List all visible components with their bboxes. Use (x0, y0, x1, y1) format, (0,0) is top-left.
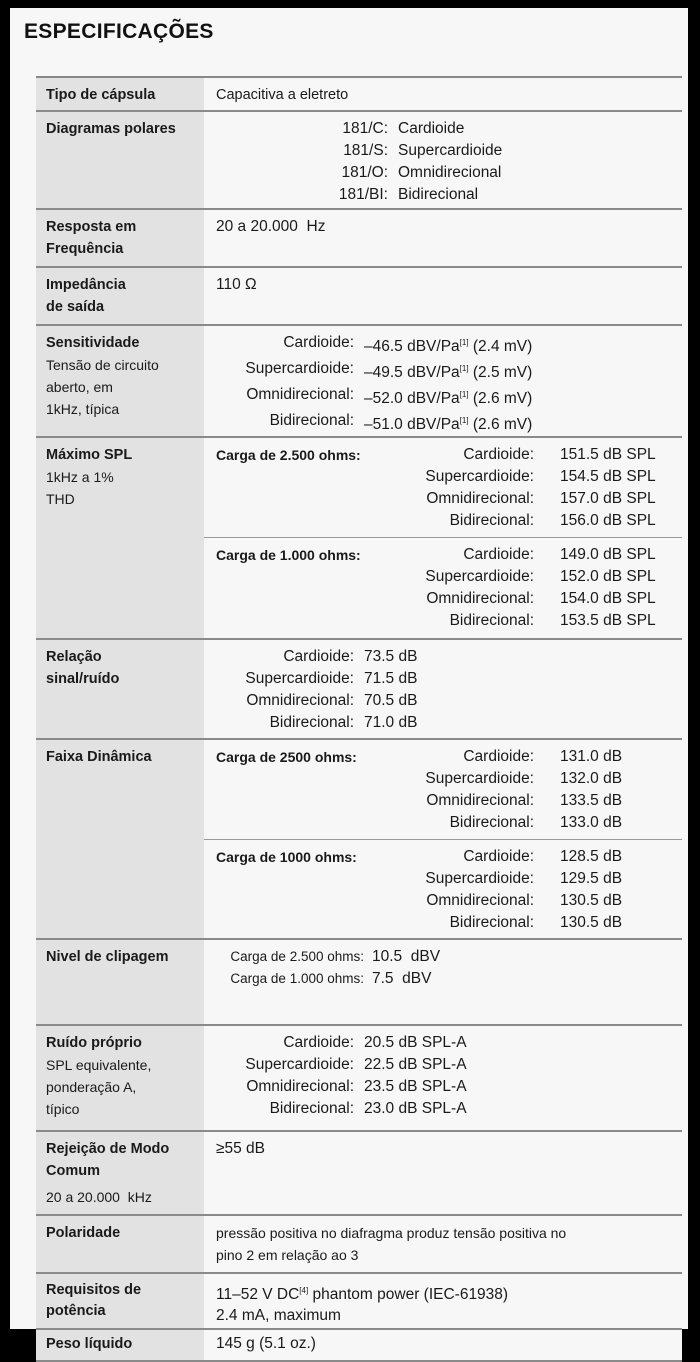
row-peso (36, 1330, 682, 1362)
spl-item: Cardioide: 151.5 dB SPL (463, 446, 656, 463)
load-label: Carga de 1000 ohms: (216, 849, 357, 865)
faixa-item: Omnidirecional: 130.5 dB (426, 892, 623, 909)
row-value: 11–52 V DC[4] phantom power (IEC-61938) 2.4 mA, maximum (204, 1274, 682, 1328)
snr-item: Omnidirecional: 70.5 dB (246, 692, 418, 709)
load-label: Carga de 1.000 ohms: (216, 547, 361, 563)
spl-item: Cardioide: 149.0 dB SPL (463, 546, 656, 563)
row-max-spl (36, 438, 682, 640)
snr-item: Cardioide: 73.5 dB (283, 648, 418, 665)
row-potencia (36, 1274, 682, 1330)
row-resposta (36, 210, 682, 268)
row-value: 110 Ω (204, 268, 682, 324)
row-sensitividade (36, 326, 682, 438)
faixa-item: Supercardioide: 129.5 dB (425, 870, 623, 887)
sens-item: Cardioide: –46.5 dBV/Pa[1] (2.4 mV) (283, 334, 533, 356)
row-label: Diagramas polares (36, 112, 204, 208)
load-label: Carga de 2500 ohms: (216, 749, 357, 765)
row-polaridade (36, 1216, 682, 1274)
load-block (204, 537, 682, 637)
spl-item: Omnidirecional: 157.0 dB SPL (426, 490, 656, 507)
snr-item: Bidirecional: 71.0 dB (269, 714, 418, 731)
faixa-item: Omnidirecional: 133.5 dB (426, 792, 623, 809)
row-label: Requisitos de potência (36, 1274, 204, 1328)
polar-item: 181/S: Supercardioide (343, 142, 503, 159)
polar-item: 181/BI: Bidirecional (338, 186, 479, 203)
row-value (204, 112, 682, 208)
faixa-item: Supercardioide: 132.0 dB (425, 770, 623, 787)
spl-item: Supercardioide: 152.0 dB SPL (425, 568, 656, 585)
row-value (204, 640, 682, 738)
row-label: Faixa Dinâmica (36, 740, 204, 938)
snr-item: Supercardioide: 71.5 dB (245, 670, 418, 687)
row-value: 145 g (5.1 oz.) (204, 1330, 682, 1360)
row-label: Sensitividade Tensão de circuito aberto, em 1kHz, típica (36, 326, 204, 436)
load-block (204, 438, 682, 537)
row-value: ≥55 dB (204, 1132, 682, 1214)
sens-item: Omnidirecional: –52.0 dBV/Pa[1] (2.6 mV) (246, 386, 533, 408)
page-title: ESPECIFICAÇÕES (24, 20, 214, 43)
faixa-item: Bidirecional: 130.5 dB (449, 914, 623, 931)
row-label: Peso líquido (36, 1330, 204, 1360)
row-value (204, 438, 682, 638)
ruido-item: Omnidirecional: 23.5 dB SPL-A (246, 1078, 467, 1095)
spl-item: Bidirecional: 153.5 dB SPL (449, 612, 656, 629)
spl-item: Bidirecional: 156.0 dB SPL (449, 512, 656, 529)
polar-item: 181/O: Omnidirecional (341, 164, 502, 181)
row-polares (36, 112, 682, 210)
row-rejeicao (36, 1132, 682, 1216)
ruido-item: Bidirecional: 23.0 dB SPL-A (269, 1100, 467, 1117)
row-label: Tipo de cápsula (36, 78, 204, 110)
row-value: pressão positiva no diafragma produz tensão positiva no pino 2 em relação ao 3 (204, 1216, 682, 1272)
load-block (204, 839, 682, 939)
clip-item: Carga de 2.500 ohms: 10.5 dBV (230, 948, 441, 965)
sens-item: Bidirecional: –51.0 dBV/Pa[1] (2.6 mV) (269, 412, 533, 434)
row-snr (36, 640, 682, 740)
row-label: Máximo SPL 1kHz a 1% THD (36, 438, 204, 638)
load-block (204, 740, 682, 839)
row-label: Polaridade (36, 1216, 204, 1272)
row-value: Capacitiva a eletreto (204, 78, 682, 110)
row-value (204, 740, 682, 938)
row-label: Impedância de saída (36, 268, 204, 324)
sens-item: Supercardioide: –49.5 dBV/Pa[1] (2.5 mV) (245, 360, 533, 382)
row-clipagem (36, 940, 682, 1026)
row-label: Resposta em Frequência (36, 210, 204, 266)
row-value (204, 1026, 682, 1130)
faixa-item: Bidirecional: 133.0 dB (449, 814, 623, 831)
ruido-item: Cardioide: 20.5 dB SPL-A (283, 1034, 467, 1051)
load-label: Carga de 2.500 ohms: (216, 447, 361, 463)
row-ruido-proprio (36, 1026, 682, 1132)
faixa-item: Cardioide: 131.0 dB (463, 748, 623, 765)
row-label: Rejeição de Modo Comum 20 a 20.000 kHz (36, 1132, 204, 1214)
row-capsula (36, 78, 682, 112)
row-faixa-dinamica (36, 740, 682, 940)
row-label: Relação sinal/ruído (36, 640, 204, 738)
faixa-item: Cardioide: 128.5 dB (463, 848, 623, 865)
polar-item: 181/C: Cardioide (342, 120, 465, 137)
row-label: Ruído próprio SPL equivalente, ponderação A, típico (36, 1026, 204, 1130)
row-value (204, 326, 682, 436)
row-value: 20 a 20.000 Hz (204, 210, 682, 266)
row-impedancia (36, 268, 682, 326)
spl-item: Omnidirecional: 154.0 dB SPL (426, 590, 656, 607)
row-value (204, 940, 682, 1024)
spl-item: Supercardioide: 154.5 dB SPL (425, 468, 656, 485)
clip-item: Carga de 1.000 ohms: 7.5 dBV (230, 970, 432, 987)
spec-page (10, 8, 688, 1352)
row-label: Nivel de clipagem (36, 940, 204, 1024)
spec-table (36, 76, 682, 1362)
ruido-item: Supercardioide: 22.5 dB SPL-A (245, 1056, 467, 1073)
